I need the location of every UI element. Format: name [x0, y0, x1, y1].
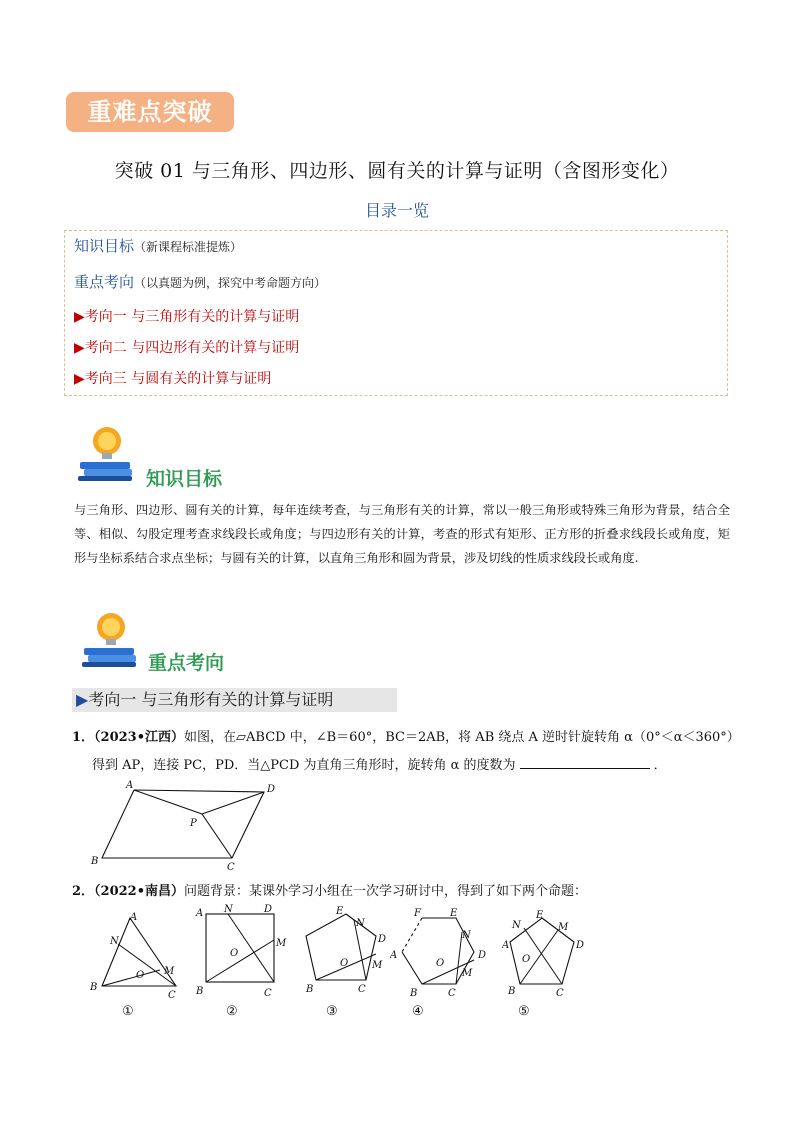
toc-focus-note: （以真题为例，探究中考命题方向）: [134, 276, 327, 290]
figure-label-1: ①: [122, 1004, 134, 1019]
svg-text:O: O: [522, 954, 531, 965]
question-1-source: （2023•江西）: [94, 730, 185, 745]
question-1-line2: [92, 754, 667, 773]
subheading-text: 考向一 与三角形有关的计算与证明: [88, 690, 334, 709]
label-B: B: [91, 856, 99, 867]
svg-text:C: C: [168, 990, 176, 1000]
svg-text:D: D: [264, 904, 273, 915]
svg-text:B: B: [196, 986, 204, 997]
svg-text:B: B: [410, 988, 418, 999]
svg-text:B: B: [508, 986, 516, 997]
svg-text:C: C: [358, 984, 366, 995]
svg-text:O: O: [230, 948, 239, 959]
svg-text:B: B: [306, 984, 314, 995]
figure-triangle: [88, 908, 184, 1000]
svg-text:M: M: [164, 966, 175, 977]
svg-text:D: D: [378, 934, 387, 945]
section-heading-knowledge: 知识目标: [146, 468, 223, 490]
toc-knowledge-label: 知识目标: [74, 237, 135, 255]
svg-text:D: D: [478, 950, 487, 961]
svg-text:O: O: [340, 958, 349, 969]
label-C: C: [227, 862, 235, 873]
svg-text:C: C: [448, 988, 456, 999]
question-2-number: 2．: [72, 884, 95, 899]
toc-focus-line[interactable]: [74, 271, 326, 292]
figure-label-2: ②: [226, 1004, 238, 1019]
svg-text:B: B: [90, 982, 98, 993]
svg-text:O: O: [436, 958, 445, 969]
svg-text:N: N: [462, 930, 471, 941]
triangle-marker-icon: ▶: [76, 690, 89, 709]
svg-text:C: C: [264, 988, 272, 999]
question-1-number: 1．: [72, 730, 95, 745]
lightbulb-books-icon: [80, 610, 142, 668]
question-2-line1: [72, 880, 587, 899]
page-title: 突破 01 与三角形、四边形、圆有关的计算与证明（含图形变化）: [114, 160, 680, 182]
figure-label-5: ⑤: [518, 1004, 530, 1019]
toc-item-1[interactable]: ▶考向一 与三角形有关的计算与证明: [74, 309, 300, 325]
svg-text:A: A: [196, 908, 204, 919]
svg-text:E: E: [536, 910, 544, 921]
section-heading-focus: 重点考向: [148, 652, 225, 674]
subheading-bar: [72, 688, 397, 712]
toc-item-3[interactable]: ▶考向三 与圆有关的计算与证明: [74, 371, 272, 387]
svg-text:M: M: [372, 960, 383, 971]
svg-text:F: F: [414, 908, 421, 919]
knowledge-paragraph: 与三角形、四边形、圆有关的计算，每年连续考查，与三角形有关的计算，常以一般三角形或特殊三角形为背景，结合全等、相似、勾股定理考查求线段长或角度；与四边形有关的计算，考查的形式有矩形、正方形的折叠求线段长或角度，矩形与坐标系结合求点坐标；与圆有关的计算，以直角三角形和圆为背景，涉及切线的性质求线段长或角度.: [74, 503, 730, 565]
toc-heading: 目录一览: [364, 201, 429, 220]
lightbulb-books-icon: [76, 424, 138, 482]
svg-text:A: A: [390, 950, 398, 961]
toc-knowledge-note: （新课程标准提炼）: [134, 240, 243, 254]
svg-text:N: N: [512, 920, 521, 931]
figure-label-4: ④: [412, 1004, 424, 1019]
question-1-figure: [86, 776, 290, 874]
question-1-end: ．: [653, 758, 667, 773]
figure-pentagon-2: [502, 906, 598, 1000]
figure-pentagon: [298, 904, 394, 1000]
label-D: D: [267, 784, 276, 795]
svg-text:N: N: [110, 936, 119, 947]
toc-focus-label: 重点考向: [74, 273, 135, 291]
svg-text:A: A: [502, 940, 510, 951]
svg-text:N: N: [356, 918, 365, 929]
question-2-source: （2022•南昌）: [94, 884, 185, 899]
answer-blank[interactable]: [520, 756, 650, 769]
svg-text:M: M: [558, 922, 569, 933]
svg-text:O: O: [136, 970, 145, 981]
question-1-text1: 如图，在▱ABCD 中，∠B＝60°，BC＝2AB，将 AB 绕点 A 逆时针旋转角 α（0°＜α＜360°）: [184, 730, 740, 745]
svg-text:D: D: [576, 940, 585, 951]
svg-text:C: C: [556, 988, 564, 999]
svg-text:M: M: [276, 938, 287, 949]
label-A: A: [126, 780, 134, 791]
svg-text:A: A: [130, 912, 138, 923]
svg-text:N: N: [224, 904, 233, 915]
toc-item-2[interactable]: ▶考向二 与四边形有关的计算与证明: [74, 340, 300, 356]
svg-text:E: E: [336, 906, 344, 917]
figure-hexagon: [390, 904, 490, 1000]
toc-box: [64, 230, 728, 396]
figure-square: [192, 904, 288, 1000]
label-P: P: [190, 818, 197, 829]
banner: 重难点突破: [66, 92, 234, 132]
question-1-line1: [72, 726, 740, 745]
question-2-text: 问题背景：某课外学习小组在一次学习研讨中，得到了如下两个命题：: [184, 884, 588, 899]
toc-knowledge-line[interactable]: [74, 235, 242, 256]
svg-text:E: E: [450, 908, 458, 919]
figure-label-3: ③: [326, 1004, 338, 1019]
svg-text:M: M: [462, 968, 473, 979]
question-1-text2: 得到 AP，连接 PC，PD．当△PCD 为直角三角形时，旋转角 α 的度数为: [92, 758, 516, 773]
